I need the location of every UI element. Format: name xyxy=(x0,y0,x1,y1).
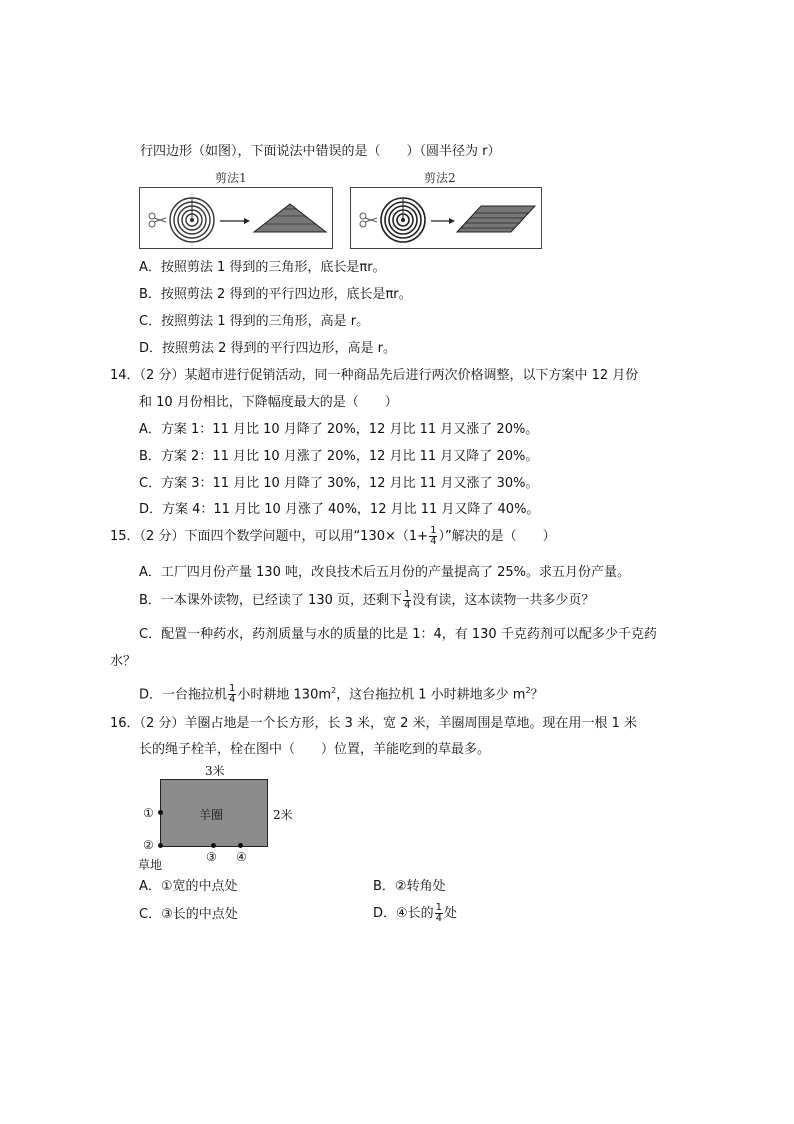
cut-method-2-diagram xyxy=(351,188,541,248)
sheep-pen-label: 羊圈 xyxy=(199,808,224,822)
q15-stem xyxy=(110,524,556,550)
scissors-icon xyxy=(149,213,166,227)
width-label: 2米 xyxy=(273,808,293,822)
q14-option-a: A．方案 1：11 月比 10 月降了 20%，12 月比 11 月又涨了 20%。 xyxy=(139,422,539,437)
parallelogram-shape xyxy=(457,206,535,232)
q16-stem-line1: 16．（2 分）羊圈占地是一个长方形，长 3 米，宽 2 米，羊圈周围是草地。现在用一根 1 米 xyxy=(110,716,638,731)
q15-optb-fraction: $\frac{1}{4}$ xyxy=(404,589,411,611)
q15-option-b: B．一本课外读物，已经读了 130 页，还剩下 $\frac{1}{4}$ 没有读，这本读物一共多少页？ xyxy=(139,589,595,611)
grassland-label: 草地 xyxy=(138,858,163,872)
q15-option-a: A．工厂四月份产量 130 吨，改良技术后五月份的产量提高了 25%。求五月份产量。 xyxy=(139,565,630,580)
q16-option-b: B．②转角处 xyxy=(373,879,446,894)
q14-stem-line1: 14．（2 分）某超市进行促销活动，同一种商品先后进行两次价格调整，以下方案中 12 月份 xyxy=(110,368,639,383)
q14-stem-line2: 和 10 月份相比，下降幅度最大的是（ ） xyxy=(139,395,398,410)
cut-method-2-label: 剪法2 xyxy=(424,171,456,185)
scissors-icon xyxy=(360,213,377,227)
arrow-icon xyxy=(431,218,455,224)
q16-option-a: A．①宽的中点处 xyxy=(139,879,238,894)
q15-option-c-line1: C．配置一种药水，药剂质量与水的质量的比是 1：4，有 130 千克药剂可以配多少千克药 xyxy=(139,627,657,642)
point-1-label: ① xyxy=(143,806,154,820)
point-2-marker xyxy=(158,843,163,848)
point-4-label: ④ xyxy=(236,850,247,864)
q14-option-b: B．方案 2：11 月比 10 月涨了 20%，12 月比 11 月又降了 20%。 xyxy=(139,449,539,464)
q13-option-b: B．按照剪法 2 得到的平行四边形，底长是πr。 xyxy=(139,287,412,302)
triangle-shape xyxy=(254,204,326,232)
point-1-marker xyxy=(158,810,163,815)
q14-option-c: C．方案 3：11 月比 10 月降了 30%，12 月比 11 月又涨了 30%。 xyxy=(139,476,539,491)
q15-optd-fraction: $\frac{1}{4}$ xyxy=(229,683,236,706)
point-3-label: ③ xyxy=(206,850,217,864)
q15-option-d: D．一台拖拉机 $\frac{1}{4}$ 小时耕地 $130m^2$，这台拖拉机 1 小时耕地多少 $m^2$？ xyxy=(139,683,544,706)
q16-option-c: C．③长的中点处 xyxy=(139,907,238,922)
q13-option-c: C．按照剪法 1 得到的三角形，高是 r。 xyxy=(139,314,370,329)
q15-option-c-line2: 水？ xyxy=(110,654,137,669)
q15-fraction: $\frac{1}{4}$ xyxy=(430,525,437,547)
point-3-marker xyxy=(211,843,216,848)
q15-stem-part2: ）”解决的是（ ） xyxy=(438,529,556,544)
q16-option-d: D．④长的 $\frac{1}{4}$ 处 xyxy=(373,902,458,924)
q13-option-a: A．按照剪法 1 得到的三角形，底长是πr。 xyxy=(139,260,386,275)
concentric-circles xyxy=(381,198,425,242)
q13-stem: 行四边形（如图），下面说法中错误的是（ ）（圆半径为 r） xyxy=(140,144,501,159)
q16-stem-line2: 长的绳子栓羊，栓在图中（ ）位置，羊能吃到的草最多。 xyxy=(139,742,491,757)
point-4-marker xyxy=(238,843,243,848)
length-label: 3米 xyxy=(205,764,225,778)
cut-method-1-label: 剪法1 xyxy=(215,171,247,185)
q14-option-d: D．方案 4：11 月比 10 月涨了 40%，12 月比 11 月又降了 40%。 xyxy=(139,502,540,517)
q15-stem-part1: 15．（2 分）下面四个数学问题中，可以用“130×（1+ xyxy=(110,529,429,544)
q13-option-d: D．按照剪法 2 得到的平行四边形，高是 r。 xyxy=(139,341,397,356)
cut-method-1-diagram xyxy=(140,188,332,248)
concentric-circles xyxy=(170,198,214,242)
q16-optd-fraction: $\frac{1}{4}$ xyxy=(435,902,443,924)
arrow-icon xyxy=(220,218,250,224)
point-2-label: ② xyxy=(143,838,154,852)
